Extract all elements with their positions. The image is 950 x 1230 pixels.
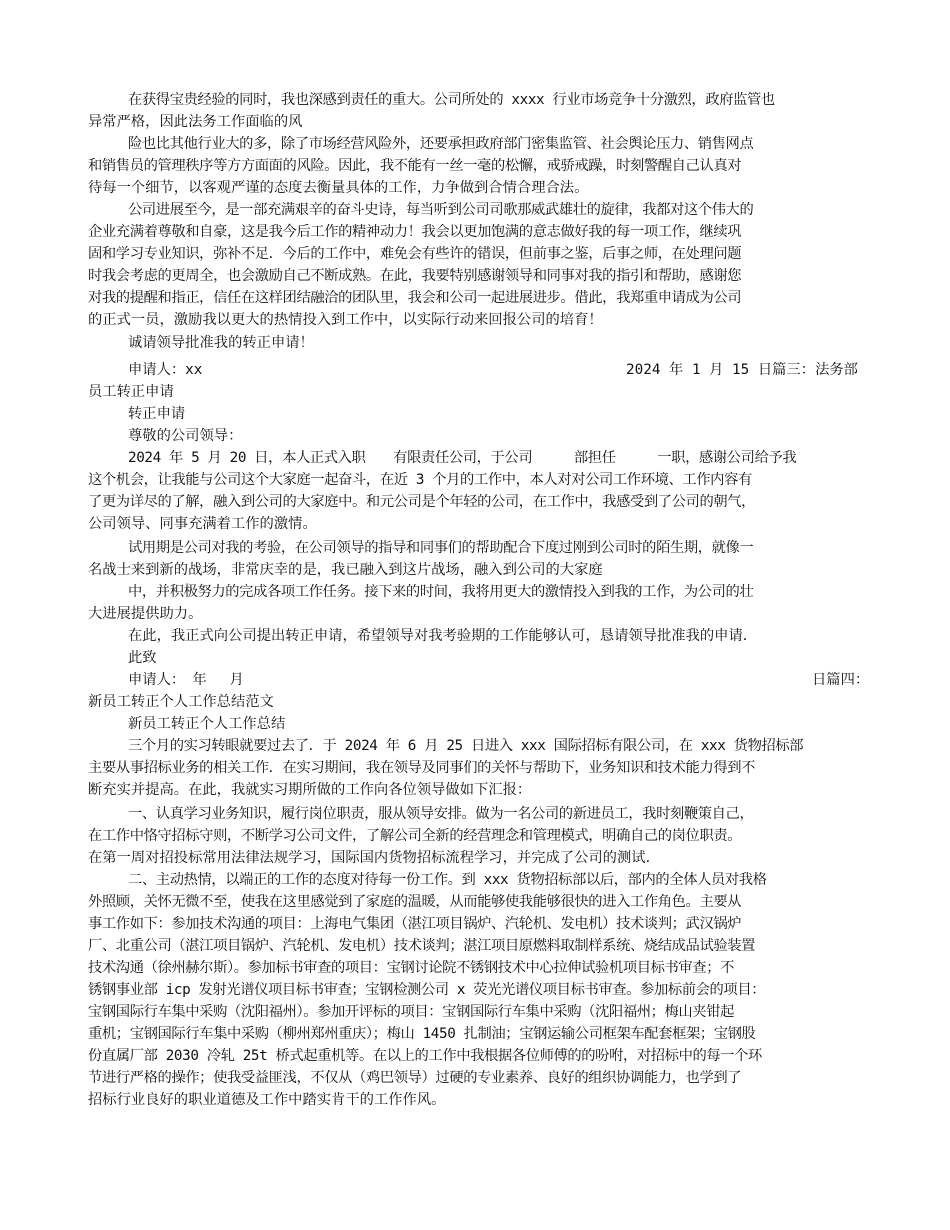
date-line: 2024 年 1 月 15 日篇三：法务部: [626, 362, 858, 378]
text-line: 锈钢事业部 icp 发射光谱仪项目标书审查；宝钢检测公司 x 荧光光谱仪项目标书审查。参加标前会的项目：: [88, 982, 766, 998]
text-line: 2024 年 5 月 20 日，本人正式入职 有限责任公司，于公司 部担任 一职，感谢公司给予我: [128, 450, 797, 466]
text-line: 外照顾，关怀无微不至，使我在这里感觉到了家庭的温暖，从而能够使我能够很快的进入工作角色。主要从: [88, 894, 742, 910]
text-line: 断充实并提高。在此，我就实习期所做的工作向各位领导做如下汇报：: [88, 782, 532, 798]
text-line: 诚请领导批准我的转正申请！: [128, 335, 314, 351]
text-line: 和销售员的管理秩序等方方面面的风险。因此，我不能有一丝一毫的松懈，戒骄戒躁，时刻警醒自己认真对: [88, 158, 742, 174]
text-line: 了更为详尽的了解，融入到公司的大家庭中。和元公司是个年轻的公司，在工作中，我感受到了公司的朝气，: [88, 494, 756, 510]
text-line: 份直属厂部 2030 冷轧 25t 桥式起重机等。在以上的工作中我根据各位师傅的的吩咐，对招标中的每一个环: [88, 1048, 762, 1064]
salutation: 尊敬的公司领导：: [128, 428, 243, 444]
text-line: 厂、北重公司（湛江项目锅炉、汽轮机、发电机）技术谈判；湛江项目原燃料取制样系统、烧结成品试验装置: [88, 938, 756, 954]
text-line: 对我的提醒和指正，信任在这样团结融洽的团队里，我会和公司一起进展进步。借此，我郑重申请成为公司: [88, 290, 742, 306]
text-line: 这个机会，让我能与公司这个大家庭一起奋斗，在近 3 个月的工作中，本人对对公司工作环境、工作内容有: [88, 472, 752, 488]
date-line: 日篇四：: [812, 672, 870, 688]
applicant-line: 申请人： 年 月: [128, 672, 244, 688]
text-line: 企业充满着尊敬和自豪，这是我今后工作的精神动力！我会以更加饱满的意志做好我的每一项工作，继续巩: [88, 224, 742, 240]
text-line: 在工作中恪守招标守则，不断学习公司文件，了解公司全新的经营理念和管理模式，明确自己的岗位职责。: [88, 828, 742, 844]
text-line: 宝钢国际行车集中采购（沈阳福州）。参加开评标的项目：宝钢国际行车集中采购（沈阳福州；梅山夹钳起: [88, 1004, 734, 1020]
section-heading: 新员工转正个人工作总结: [128, 716, 286, 732]
text-line: 异常严格，因此法务工作面临的风: [88, 114, 303, 130]
text-line: 的正式一员，激励我以更大的热情投入到工作中，以实际行动来回报公司的培育！: [88, 312, 603, 328]
text-line: 固和学习专业知识，弥补不足．今后的工作中，难免会有些许的错误，但前事之鉴，后事之师，在处理问题: [88, 246, 742, 262]
section-title: 员工转正申请: [88, 384, 174, 400]
closing-line: 此致: [128, 650, 157, 666]
text-line: 公司进展至今，是一部充满艰辛的奋斗史诗，每当听到公司司歌那威武雄壮的旋律，我都对这个伟大的: [128, 202, 754, 218]
text-line: 公司领导、同事充满着工作的激情。: [88, 516, 317, 532]
text-line: 节进行严格的操作；使我受益匪浅，不仅从（鸡巴领导）过硬的专业素养、良好的组织协调能力，也学到了: [88, 1070, 742, 1086]
section-title: 新员工转正个人工作总结范文: [88, 694, 274, 710]
text-line: 名战士来到新的战场，非常庆幸的是，我已融入到这片战场，融入到公司的大家庭: [88, 562, 603, 578]
text-line: 技术沟通（徐州赫尔斯）。参加标书审查的项目：宝钢讨论院不锈钢技术中心拉伸试验机项目标书审查；不: [88, 960, 734, 976]
text-line: 时我会考虑的更周全，也会激励自己不断成熟。在此，我要特别感谢领导和同事对我的指引和帮助，感谢您: [88, 268, 742, 284]
applicant-line: 申请人：xx: [128, 362, 203, 378]
text-line: 主要从事招标业务的相关工作．在实习期间，我在领导及同事们的关怀与帮助下，业务知识和技术能力得到不: [88, 760, 756, 776]
text-line: 一、认真学习业务知识，履行岗位职责，服从领导安排。做为一名公司的新进员工，我时刻鞭策自己，: [128, 806, 754, 822]
text-line: 险也比其他行业大的多，除了市场经营风险外，还要承担政府部门密集监管、社会舆论压力、销售网点: [128, 136, 754, 152]
text-line: 试用期是公司对我的考验，在公司领导的指导和同事们的帮助配合下度过刚到公司时的陌生期，就像一: [128, 540, 754, 556]
text-line: 中，并积极努力的完成各项工作任务。接下来的时间，我将用更大的激情投入到我的工作，为公司的壮: [128, 584, 754, 600]
text-line: 招标行业良好的职业道德及工作中踏实肯干的工作作风。: [88, 1092, 446, 1108]
text-line: 二、主动热情，以端正的工作的态度对待每一份工作。到 xxx 货物招标部以后，部内的全体人员对我格: [128, 872, 767, 888]
text-line: 在第一周对招投标常用法律法规学习，国际国内货物招标流程学习，并完成了公司的测试．: [88, 850, 660, 866]
text-line: 重机；宝钢国际行车集中采购（柳州郑州重庆）；梅山 1450 扎制油；宝钢运输公司框架车配套框架；宝钢股: [88, 1026, 756, 1042]
section-heading: 转正申请: [128, 406, 186, 422]
text-line: 三个月的实习转眼就要过去了．于 2024 年 6 月 25 日进入 xxx 国际招标有限公司，在 xxx 货物招标部: [128, 738, 804, 754]
text-line: 事工作如下：参加技术沟通的项目：上海电气集团（湛江项目锅炉、汽轮机、发电机）技术谈判；武汉锅炉: [88, 916, 742, 932]
text-line: 在获得宝贵经验的同时，我也深感到责任的重大。公司所处的 xxxx 行业市场竞争十分激烈，政府监管也: [128, 92, 775, 108]
text-line: 大进展提供助力。: [88, 606, 203, 622]
text-line: 待每一个细节，以客观严谨的态度去衡量具体的工作，力争做到合情合理合法。: [88, 180, 589, 196]
text-line: 在此，我正式向公司提出转正申请，希望领导对我考验期的工作能够认可，恳请领导批准我的申请．: [128, 628, 758, 644]
